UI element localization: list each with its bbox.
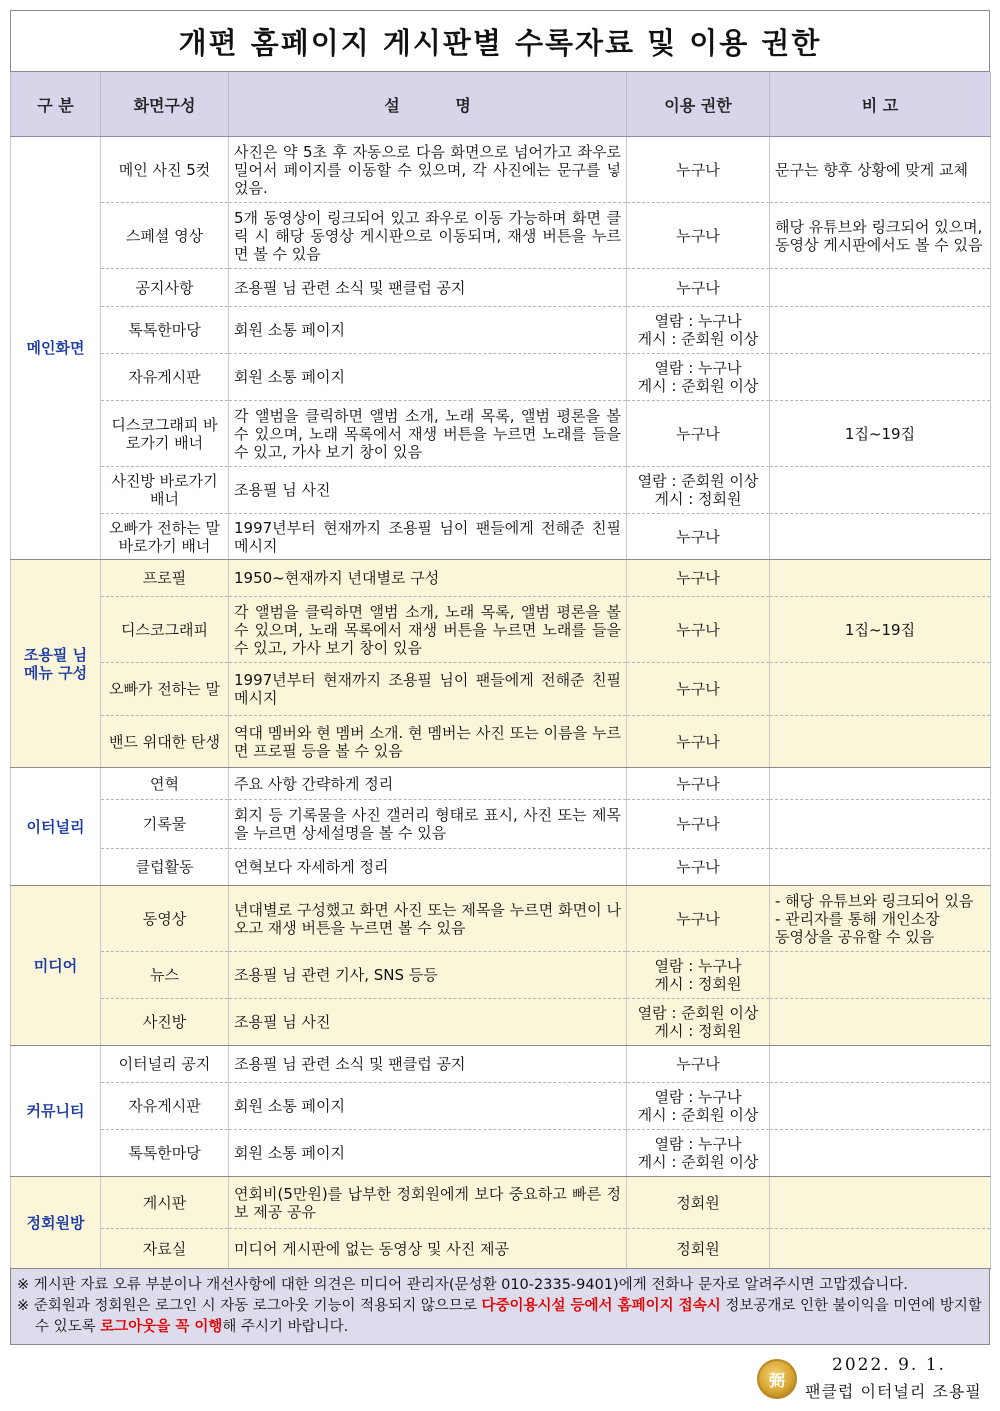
description-cell: 회원 소통 페이지 bbox=[229, 354, 627, 401]
permission-cell bbox=[627, 354, 770, 401]
screen-name-cell: 자유게시판 bbox=[101, 354, 229, 401]
permission-line: 누구나 bbox=[676, 774, 720, 793]
table-row bbox=[11, 1229, 991, 1269]
category-cell: 커뮤니티 bbox=[11, 1046, 101, 1177]
header-permission: 이용 권한 bbox=[627, 72, 770, 137]
board-table bbox=[10, 72, 991, 1269]
screen-name-cell: 스페셜 영상 bbox=[101, 203, 229, 269]
note-cell bbox=[770, 1130, 991, 1177]
description-cell: 조용필 님 관련 기사, SNS 등등 bbox=[229, 952, 627, 999]
screen-name-cell: 밴드 위대한 탄생 bbox=[101, 716, 229, 768]
note-cell bbox=[770, 952, 991, 999]
description-cell: 역대 멤버와 현 멤버 소개. 현 멤버는 사진 또는 이름을 누르면 프로필 등을 볼 수 있음 bbox=[229, 716, 627, 768]
note-cell bbox=[770, 560, 991, 597]
note-cell: 1집~19집 bbox=[770, 597, 991, 663]
table-row bbox=[11, 1046, 991, 1083]
permission-line: 열람 : 누구나 bbox=[654, 1135, 742, 1153]
header-screen: 화면구성 bbox=[101, 72, 229, 137]
note-cell bbox=[770, 354, 991, 401]
description-cell: 각 앨범을 클릭하면 앨범 소개, 노래 목록, 앨범 평론을 볼 수 있으며, 노래 목록에서 재생 버튼을 누르면 노래를 들을 수 있고, 가사 보기 창이 있음 bbox=[229, 401, 627, 467]
permission-line: 게시 : 정회원 bbox=[654, 975, 742, 993]
permission-cell bbox=[627, 1046, 770, 1083]
permission-line: 누구나 bbox=[676, 680, 720, 698]
table-row bbox=[11, 354, 991, 401]
description-cell: 연회비(5만원)를 납부한 정회원에게 보다 중요하고 빠른 정보 제공 공유 bbox=[229, 1177, 627, 1229]
permission-cell bbox=[627, 1177, 770, 1229]
table-row bbox=[11, 849, 991, 886]
description-cell: 1950~현재까지 년대별로 구성 bbox=[229, 560, 627, 597]
category-cell: 정회원방 bbox=[11, 1177, 101, 1269]
permission-line: 누구나 bbox=[676, 858, 720, 876]
permission-line: 누구나 bbox=[676, 226, 720, 245]
permission-line: 누구나 bbox=[676, 909, 720, 928]
description-cell: 1997년부터 현재까지 조용필 님이 팬들에게 전해준 친필 메시지 bbox=[229, 514, 627, 560]
screen-name-cell: 프로필 bbox=[101, 560, 229, 597]
table-row bbox=[11, 203, 991, 269]
description-cell: 조용필 님 사진 bbox=[229, 999, 627, 1046]
note-cell bbox=[770, 514, 991, 560]
permission-line: 게시 : 준회원 이상 bbox=[637, 1106, 759, 1124]
signature bbox=[757, 1355, 982, 1403]
note-cell bbox=[770, 269, 991, 307]
note-cell bbox=[770, 800, 991, 849]
permission-cell bbox=[627, 663, 770, 716]
screen-name-cell: 사진방 바로가기 배너 bbox=[101, 467, 229, 514]
permission-cell bbox=[627, 952, 770, 999]
screen-name-cell: 자료실 bbox=[101, 1229, 229, 1269]
table-row bbox=[11, 467, 991, 514]
screen-name-cell: 톡톡한마당 bbox=[101, 307, 229, 354]
category-cell: 이터널리 bbox=[11, 768, 101, 886]
table-row bbox=[11, 800, 991, 849]
note-cell bbox=[770, 307, 991, 354]
header-row bbox=[11, 72, 991, 137]
permission-line: 게시 : 준회원 이상 bbox=[637, 1153, 759, 1171]
note-cell: 해당 유튜브와 링크되어 있으며, 동영상 게시판에서도 볼 수 있음 bbox=[770, 203, 991, 269]
permission-cell bbox=[627, 1130, 770, 1177]
header-description: 설 명 bbox=[229, 72, 627, 137]
permission-cell bbox=[627, 1083, 770, 1130]
table-row bbox=[11, 597, 991, 663]
description-cell: 회지 등 기록물을 사진 갤러리 형태로 표시, 사진 또는 제목을 누르면 상세설명을 볼 수 있음 bbox=[229, 800, 627, 849]
permission-cell bbox=[627, 514, 770, 560]
category-cell: 조용필 님 메뉴 구성 bbox=[11, 560, 101, 768]
permission-line: 누구나 bbox=[676, 278, 720, 297]
permission-cell bbox=[627, 716, 770, 768]
permission-line: 열람 : 누구나 bbox=[654, 359, 742, 377]
description-cell: 5개 동영상이 링크되어 있고 좌우로 이동 가능하며 화면 클릭 시 해당 동영상 게시판으로 이동되며, 재생 버튼을 누르면 볼 수 있음 bbox=[229, 203, 627, 269]
permission-cell bbox=[627, 137, 770, 203]
permission-line: 누구나 bbox=[676, 527, 720, 546]
table-row bbox=[11, 952, 991, 999]
permission-line: 정회원 bbox=[676, 1239, 720, 1258]
screen-name-cell: 뉴스 bbox=[101, 952, 229, 999]
screen-name-cell: 자유게시판 bbox=[101, 1083, 229, 1130]
description-cell: 1997년부터 현재까지 조용필 님이 팬들에게 전해준 친필 메시지 bbox=[229, 663, 627, 716]
permission-cell bbox=[627, 800, 770, 849]
note-cell bbox=[770, 663, 991, 716]
note-cell bbox=[770, 849, 991, 886]
table-body bbox=[11, 137, 991, 1269]
description-cell: 주요 사항 간략하게 정리 bbox=[229, 768, 627, 800]
footer-note-text: ※ 준회원과 정회원은 로그인 시 자동 로그아웃 기능이 적용되지 않으므로 bbox=[17, 1298, 482, 1314]
screen-name-cell: 동영상 bbox=[101, 886, 229, 952]
note-cell bbox=[770, 1177, 991, 1229]
screen-name-cell: 연혁 bbox=[101, 768, 229, 800]
permission-cell bbox=[627, 269, 770, 307]
permission-cell bbox=[627, 203, 770, 269]
permission-cell bbox=[627, 999, 770, 1046]
screen-name-cell: 클럽활동 bbox=[101, 849, 229, 886]
table-row bbox=[11, 768, 991, 800]
table-row bbox=[11, 269, 991, 307]
table-row bbox=[11, 137, 991, 203]
club-seal-logo bbox=[757, 1359, 797, 1399]
table-row bbox=[11, 1177, 991, 1229]
category-cell: 메인화면 bbox=[11, 137, 101, 560]
screen-name-cell: 디스코그래피 bbox=[101, 597, 229, 663]
footer-note-contact: ※ 게시판 자료 오류 부분이나 개선사항에 대한 의견은 미디어 관리자(문성환 010-2335-9401)에게 전화나 문자로 알려주시면 고맙겠습니다. bbox=[17, 1277, 908, 1293]
header-note: 비 고 bbox=[770, 72, 991, 137]
screen-name-cell: 기록물 bbox=[101, 800, 229, 849]
warning-text: 다중이용시설 등에서 홈페이지 접속시 bbox=[481, 1298, 721, 1314]
permission-line: 게시 : 준회원 이상 bbox=[637, 330, 759, 348]
permission-line: 누구나 bbox=[676, 732, 720, 751]
note-cell: 1집~19집 bbox=[770, 401, 991, 467]
permission-cell bbox=[627, 768, 770, 800]
permission-line: 게시 : 정회원 bbox=[654, 490, 742, 508]
footer-note-text: 해 주시기 바랍니다. bbox=[222, 1319, 349, 1335]
permission-line: 누구나 bbox=[676, 620, 720, 639]
screen-name-cell: 톡톡한마당 bbox=[101, 1130, 229, 1177]
note-cell bbox=[770, 716, 991, 768]
permission-line: 열람 : 누구나 bbox=[654, 1088, 742, 1106]
permission-cell bbox=[627, 597, 770, 663]
table-row bbox=[11, 560, 991, 597]
permission-line: 열람 : 준회원 이상 bbox=[637, 472, 759, 490]
table-row bbox=[11, 663, 991, 716]
page-title: 개편 홈페이지 게시판별 수록자료 및 이용 권한 bbox=[10, 10, 990, 72]
note-cell bbox=[770, 467, 991, 514]
club-name: 팬클럽 이터널리 조용필 bbox=[805, 1382, 982, 1401]
document bbox=[10, 10, 990, 1345]
description-cell: 조용필 님 관련 소식 및 팬클럽 공지 bbox=[229, 1046, 627, 1083]
permission-cell bbox=[627, 560, 770, 597]
table-row bbox=[11, 307, 991, 354]
description-cell: 사진은 약 5초 후 자동으로 다음 화면으로 넘어가고 좌우로 밀어서 페이지를 이동할 수 있으며, 각 사진에는 문구를 넣었음. bbox=[229, 137, 627, 203]
category-cell: 미디어 bbox=[11, 886, 101, 1046]
table-row bbox=[11, 514, 991, 560]
permission-cell bbox=[627, 886, 770, 952]
table-row bbox=[11, 886, 991, 952]
permission-cell bbox=[627, 467, 770, 514]
description-cell: 회원 소통 페이지 bbox=[229, 307, 627, 354]
note-cell bbox=[770, 999, 991, 1046]
permission-cell bbox=[627, 1229, 770, 1269]
description-cell: 조용필 님 사진 bbox=[229, 467, 627, 514]
screen-name-cell: 메인 사진 5컷 bbox=[101, 137, 229, 203]
permission-line: 열람 : 누구나 bbox=[654, 312, 742, 330]
note-cell bbox=[770, 1046, 991, 1083]
note-cell bbox=[770, 1083, 991, 1130]
permission-line: 누구나 bbox=[676, 1055, 720, 1073]
screen-name-cell: 오빠가 전하는 말 bbox=[101, 663, 229, 716]
warning-text: 로그아웃을 꼭 이행 bbox=[100, 1319, 223, 1335]
note-cell bbox=[770, 1229, 991, 1269]
table-row bbox=[11, 1130, 991, 1177]
table-row bbox=[11, 1083, 991, 1130]
seal-char: 弼 bbox=[768, 1370, 785, 1390]
permission-line: 정회원 bbox=[676, 1193, 720, 1212]
permission-cell bbox=[627, 849, 770, 886]
footer-note-logout bbox=[17, 1296, 983, 1338]
screen-name-cell: 디스코그래피 바로가기 배너 bbox=[101, 401, 229, 467]
permission-line: 게시 : 정회원 bbox=[654, 1022, 742, 1040]
note-cell: 문구는 향후 상황에 맞게 교체 bbox=[770, 137, 991, 203]
permission-line: 열람 : 누구나 bbox=[654, 957, 742, 975]
permission-line: 누구나 bbox=[676, 160, 720, 179]
footer-notes bbox=[10, 1269, 990, 1345]
screen-name-cell: 이터널리 공지 bbox=[101, 1046, 229, 1083]
description-cell: 회원 소통 페이지 bbox=[229, 1083, 627, 1130]
permission-line: 누구나 bbox=[676, 815, 720, 833]
footer-note-text: 정보공개로 인한 불이익을 미연에 방지할 수 있도록 bbox=[35, 1298, 982, 1335]
permission-cell bbox=[627, 401, 770, 467]
table-row bbox=[11, 716, 991, 768]
screen-name-cell: 공지사항 bbox=[101, 269, 229, 307]
note-cell: - 해당 유튜브와 링크되어 있음 - 관리자를 통해 개인소장 동영상을 공유할 수 있음 bbox=[770, 886, 991, 952]
issue-date: 2022. 9. 1. bbox=[832, 1355, 946, 1375]
permission-line: 열람 : 준회원 이상 bbox=[637, 1004, 759, 1022]
table-row bbox=[11, 999, 991, 1046]
permission-line: 누구나 bbox=[676, 569, 720, 587]
note-cell bbox=[770, 768, 991, 800]
description-cell: 미디어 게시판에 없는 동영상 및 사진 제공 bbox=[229, 1229, 627, 1269]
permission-line: 게시 : 준회원 이상 bbox=[637, 377, 759, 395]
description-cell: 년대별로 구성했고 화면 사진 또는 제목을 누르면 화면이 나오고 재생 버튼을 누르면 볼 수 있음 bbox=[229, 886, 627, 952]
header-category: 구 분 bbox=[11, 72, 101, 137]
screen-name-cell: 사진방 bbox=[101, 999, 229, 1046]
table-row bbox=[11, 401, 991, 467]
permission-line: 누구나 bbox=[676, 424, 720, 443]
screen-name-cell: 오빠가 전하는 말 바로가기 배너 bbox=[101, 514, 229, 560]
permission-cell bbox=[627, 307, 770, 354]
description-cell: 각 앨범을 클릭하면 앨범 소개, 노래 목록, 앨범 평론을 볼 수 있으며, 노래 목록에서 재생 버튼을 누르면 노래를 들을 수 있고, 가사 보기 창이 있음 bbox=[229, 597, 627, 663]
description-cell: 연혁보다 자세하게 정리 bbox=[229, 849, 627, 886]
description-cell: 회원 소통 페이지 bbox=[229, 1130, 627, 1177]
description-cell: 조용필 님 관련 소식 및 팬클럽 공지 bbox=[229, 269, 627, 307]
screen-name-cell: 게시판 bbox=[101, 1177, 229, 1229]
